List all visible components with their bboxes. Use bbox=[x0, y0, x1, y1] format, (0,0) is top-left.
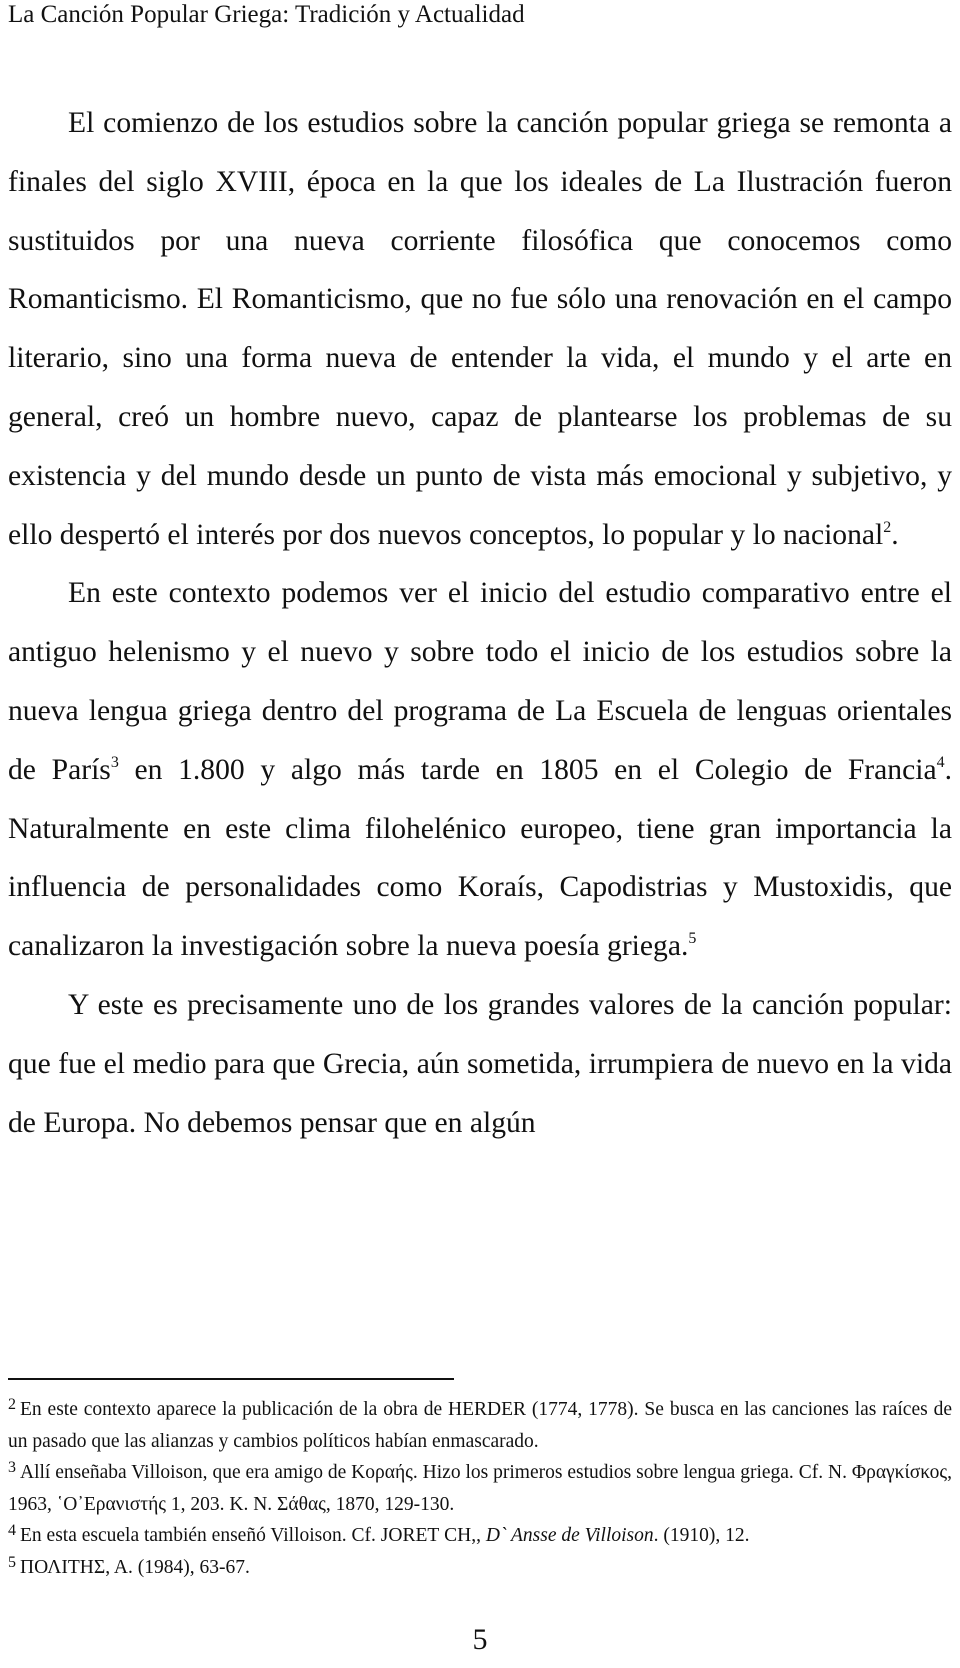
paragraph-2-text-c: . Naturalmente en este clima filohelénico europeo, tiene gran importancia la influencia de personalidades como Koraís, Capodistrias y Mustoxidis, que canalizaron la investigación sobre la nueva poesía griega. bbox=[8, 753, 952, 963]
footnote-2-text-a: En este contexto aparece la publicación de la obra de H bbox=[20, 1399, 463, 1420]
footnote-ref-3[interactable]: 3 bbox=[110, 753, 119, 771]
footnote-5-number: 5 bbox=[8, 1553, 16, 1571]
footnotes bbox=[8, 1394, 952, 1583]
footnote-4-italic-title: D` Ansse de Villoison bbox=[485, 1525, 654, 1546]
footnote-3 bbox=[8, 1457, 952, 1520]
page-number: 5 bbox=[472, 1623, 488, 1656]
paragraph-1-end: . bbox=[891, 518, 899, 551]
footnote-4-text-a: En esta escuela también enseñó Villoison. Cf. J bbox=[20, 1525, 389, 1546]
paragraph-2-text-a: En este contexto podemos ver el inicio del estudio comparativo entre el antiguo helenismo y el nuevo y sobre todo el inicio de los estudios sobre la nueva lengua griega dentro del programa de La Escuela de lenguas orientales de París bbox=[8, 577, 952, 786]
footnote-2-text-b: (1774, 1778). Se busca en las canciones las raíces de un pasado que las alianzas y cambios políticos habían enmascarado. bbox=[8, 1399, 952, 1452]
footnote-5-smallcaps: ΟΛΙΤΗΣ bbox=[34, 1556, 106, 1578]
footnote-4-number: 4 bbox=[8, 1522, 16, 1539]
footnote-4 bbox=[8, 1520, 952, 1552]
paragraph-1 bbox=[8, 94, 952, 564]
paragraph-2 bbox=[8, 564, 952, 976]
footnote-2-number: 2 bbox=[8, 1396, 16, 1413]
footnote-5-text-b: , Α. (1984), 63-67. bbox=[105, 1556, 250, 1578]
footnote-5-text-a: Π bbox=[20, 1556, 35, 1578]
footnote-4-text-c: ,, bbox=[471, 1525, 486, 1546]
footnote-ref-2[interactable]: 2 bbox=[883, 518, 892, 536]
paragraph-3 bbox=[8, 976, 952, 1152]
footnote-ref-5[interactable]: 5 bbox=[688, 930, 697, 948]
paragraph-2-text-b: en 1.800 y algo más tarde en 1805 en el Colegio de Francia bbox=[118, 753, 937, 786]
footnote-3-number: 3 bbox=[8, 1459, 16, 1476]
footnote-4-smallcaps-1: ORET bbox=[388, 1525, 440, 1546]
footnote-4-text-d: . (1910), 12. bbox=[653, 1525, 750, 1546]
body-text bbox=[8, 94, 952, 1152]
footnote-3-text: Allí enseñaba Villoison, que era amigo de Κοραής. Hizo los primeros estudios sobre lengua griega. Cf. Ν. Φραγκίσκος, 1963, ῾Ο᾽Ερανιστής 1, 203. Κ. Ν. Σάθας, 1870, 129-130. bbox=[8, 1462, 952, 1515]
footnote-separator bbox=[8, 1378, 454, 1380]
footnote-4-text-b: C bbox=[439, 1525, 458, 1546]
footnote-4-smallcaps-2: H bbox=[457, 1525, 472, 1546]
paragraph-3-text: Y este es precisamente uno de los grandes valores de la canción popular: que fue el medio para que Grecia, aún sometida, irrumpiera de nuevo en la vida de Europa. No debemos pensar que en algún bbox=[8, 988, 952, 1139]
footnote-2 bbox=[8, 1394, 952, 1457]
footnote-ref-4[interactable]: 4 bbox=[936, 753, 945, 771]
footnote-2-smallcaps: ERDER bbox=[462, 1399, 527, 1420]
footnote-5 bbox=[8, 1552, 952, 1584]
running-header: La Canción Popular Griega: Tradición y Actualidad bbox=[8, 1, 525, 28]
paragraph-1-text: El comienzo de los estudios sobre la canción popular griega se remonta a finales del siglo XVIII, época en la que los ideales de La Ilustración fueron sustituidos por una nueva corriente filosófica que conocemos como Romanticismo. El Romanticismo, que no fue sólo una renovación en el campo literario, sino una forma nueva de entender la vida, el mundo y el arte en general, creó un hombre nuevo, capaz de plantearse los problemas de su existencia y del mundo desde un punto de vista más emocional y subjetivo, y ello despertó el interés por dos nuevos conceptos, lo popular y lo nacional bbox=[8, 107, 952, 551]
